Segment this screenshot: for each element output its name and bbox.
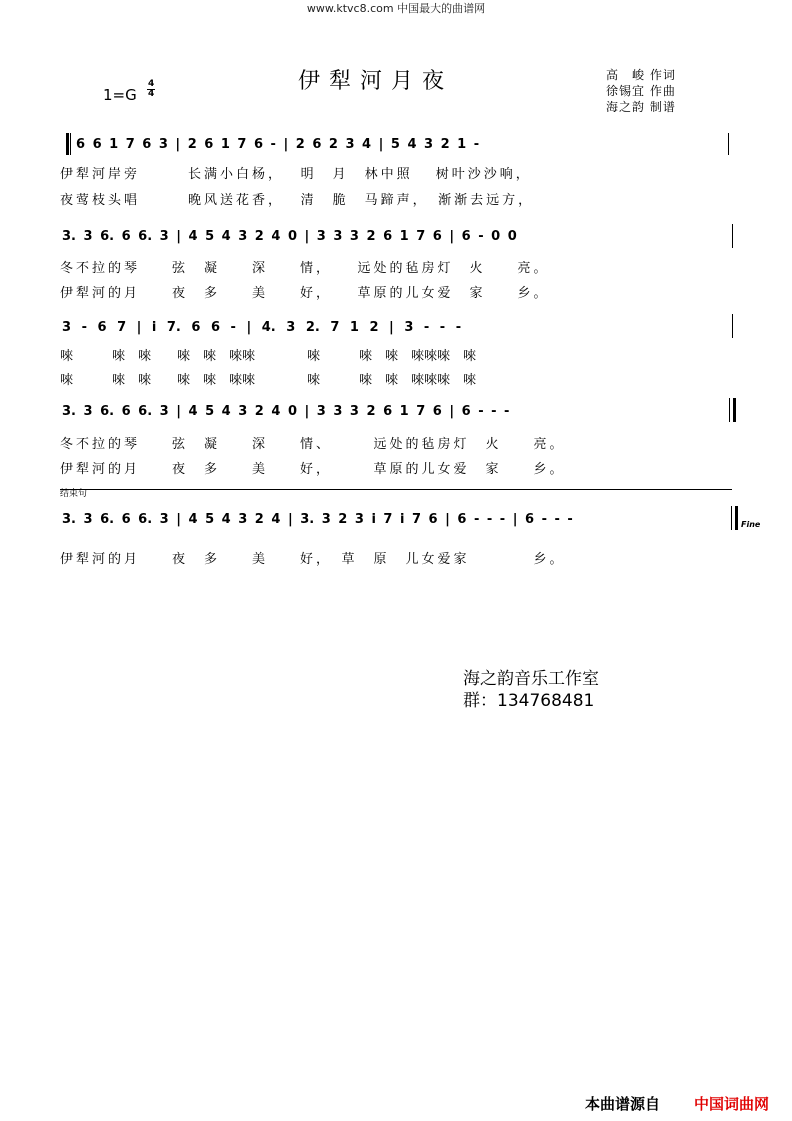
notation-line: 3. 3 6. 6 6. 3 | 4 5 4 3 2 4 | 3. 3 2 3 i 7 i 7 6 | 6 - - - | 6 - - - [62, 512, 573, 527]
lyric-verse-1: 唻 唻 唻 唻 唻 唻唻 唻 唻 唻 唻唻唻 唻 [60, 349, 477, 364]
notation-line: 3 - 6 7 | i 7. 6 6 - | 4. 3 2. 7 1 2 | 3 - - - [62, 320, 462, 335]
site-url[interactable]: www.ktvc8.com 中国最大的曲谱网 [306, 2, 486, 15]
repeat-end-barline-thick [733, 398, 736, 422]
key-signature: 1=G [103, 86, 137, 104]
final-barline-thick [735, 506, 738, 530]
notation-line: 3. 3 6. 6 6. 3 | 4 5 4 3 2 4 0 | 3 3 3 2 6 1 7 6 | 6 - - - [62, 404, 510, 419]
transcriber-credit: 海之韵 制谱 [606, 100, 676, 114]
barline [732, 314, 733, 338]
studio-info [463, 668, 599, 712]
notation-line: 3. 3 6. 6 6. 3 | 4 5 4 3 2 4 0 | 3 3 3 2 6 1 7 6 | 6 - 0 0 [62, 229, 517, 244]
coda-label: 结束句 [60, 489, 88, 499]
coda-bracket-line [60, 489, 732, 490]
lyric-verse-1: 冬不拉的琴 弦 凝 深 情、 远处的毡房灯 火 亮。 [60, 437, 566, 452]
composer-credit: 徐锡宜 作曲 [606, 84, 676, 98]
lyric-verse-coda: 伊犁河的月 夜 多 美 好， 草 原 儿女爱家 乡。 [60, 552, 566, 567]
lyric-verse-2: 伊犁河的月 夜 多 美 好， 草原的儿女爱 家 乡。 [60, 462, 566, 477]
repeat-start-barline [66, 133, 69, 155]
lyric-verse-1: 冬不拉的琴 弦 凝 深 情， 远处的毡房灯 火 亮。 [60, 261, 550, 276]
time-signature [147, 80, 155, 99]
notation-line: 6 6 1 7 6 3 | 2 6 1 7 6 - | 2 6 2 3 4 | 5 4 3 2 1 - [76, 137, 480, 152]
final-barline [731, 506, 732, 530]
source-label: 本曲谱源自 [585, 1095, 661, 1113]
barline [70, 133, 71, 155]
studio-name: 海之韵音乐工作室 [463, 669, 599, 689]
lyric-verse-1: 伊犁河岸旁 长满小白杨， 明 月 林中照 树叶沙沙响， [60, 167, 532, 182]
song-title: 伊犁河月夜 [298, 69, 454, 94]
fine-mark: Fine [741, 520, 761, 529]
time-top: 4 [148, 79, 155, 89]
lyricist-credit: 高 峻 作词 [606, 68, 676, 82]
barline [728, 133, 729, 155]
repeat-end-barline [729, 398, 730, 422]
lyric-verse-2: 伊犁河的月 夜 多 美 好， 草原的儿女爱 家 乡。 [60, 286, 550, 301]
time-bottom: 4 [148, 89, 155, 99]
barline [732, 224, 733, 248]
lyric-verse-2: 唻 唻 唻 唻 唻 唻唻 唻 唻 唻 唻唻唻 唻 [60, 373, 477, 388]
source-brand-link[interactable]: 中国词曲网 [694, 1095, 770, 1113]
lyric-verse-2: 夜莺枝头唱 晚风送花香， 清 脆 马蹄声， 渐渐去远方， [60, 193, 535, 208]
studio-group: 群：134768481 [463, 691, 595, 711]
